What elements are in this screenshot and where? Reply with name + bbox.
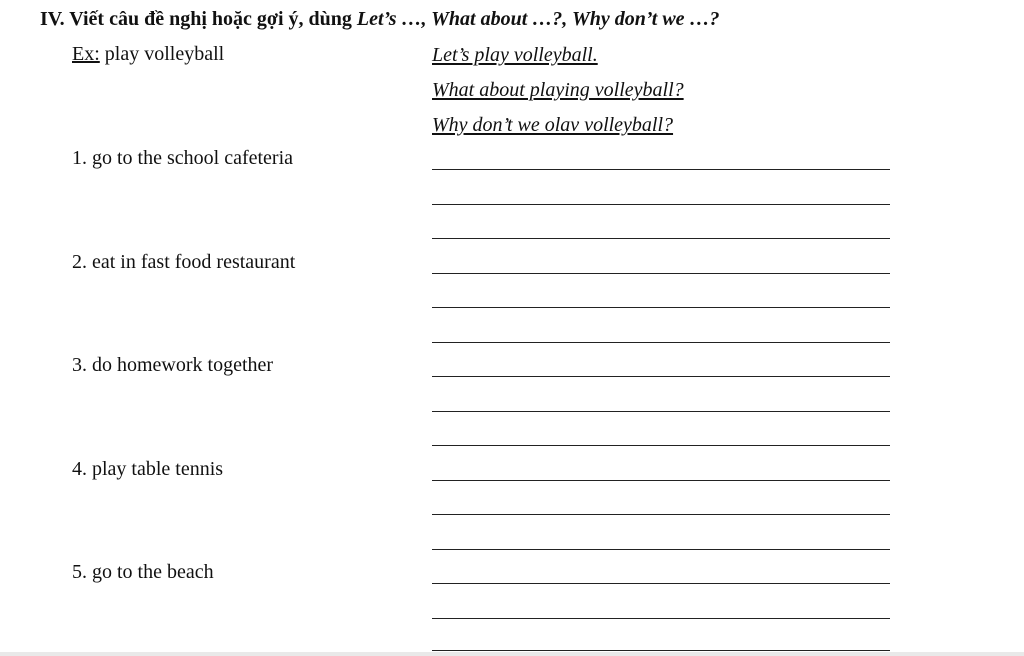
heading-separator: , xyxy=(562,8,572,30)
example-answer-lets: Let’s play volleyball. xyxy=(432,44,598,66)
heading-separator: , xyxy=(421,8,432,30)
heading-prefix: IV. Viết câu đề nghị hoặc gợi ý, dùng xyxy=(40,8,357,30)
item-3-answer-line-1[interactable] xyxy=(432,376,890,377)
item-2-answer-line-3[interactable] xyxy=(432,342,890,343)
item-5-answer-line-1[interactable] xyxy=(432,583,890,584)
item-3-answer-line-3[interactable] xyxy=(432,445,890,446)
heading-phrase-why-dont-we: Why don’t we …? xyxy=(571,8,720,30)
page-bottom-edge xyxy=(0,652,1024,656)
example-prompt-text: play volleyball xyxy=(99,43,225,65)
heading-phrase-what-about: What about …? xyxy=(431,8,563,30)
item-1-answer-line-3[interactable] xyxy=(432,238,890,239)
example-label: Ex: xyxy=(72,43,100,65)
heading-phrase-lets: Let’s … xyxy=(356,8,422,30)
item-4-answer-line-1[interactable] xyxy=(432,480,890,481)
item-4-prompt: 4. play table tennis xyxy=(72,458,224,480)
example-answer-what-about: What about playing volleyball? xyxy=(432,79,684,101)
example-prompt xyxy=(72,43,224,66)
item-5-prompt: 5. go to the beach xyxy=(72,561,214,583)
item-3-answer-line-2[interactable] xyxy=(432,411,890,412)
exercise-heading xyxy=(40,8,720,31)
item-4-answer-line-3[interactable] xyxy=(432,549,890,550)
item-1-answer-line-2[interactable] xyxy=(432,204,890,205)
item-2-answer-line-2[interactable] xyxy=(432,307,890,308)
item-4-answer-line-2[interactable] xyxy=(432,514,890,515)
item-3-prompt: 3. do homework together xyxy=(72,354,274,376)
example-answer-why-dont-we: Why don’t we olav volleyball? xyxy=(432,114,674,136)
item-1-answer-line-1[interactable] xyxy=(432,169,890,170)
item-2-answer-line-1[interactable] xyxy=(432,273,890,274)
item-2-prompt: 2. eat in fast food restaurant xyxy=(72,251,296,273)
item-5-answer-line-2[interactable] xyxy=(432,618,890,619)
item-1-prompt: 1. go to the school cafeteria xyxy=(72,147,294,169)
item-5-answer-line-3[interactable] xyxy=(432,650,890,651)
